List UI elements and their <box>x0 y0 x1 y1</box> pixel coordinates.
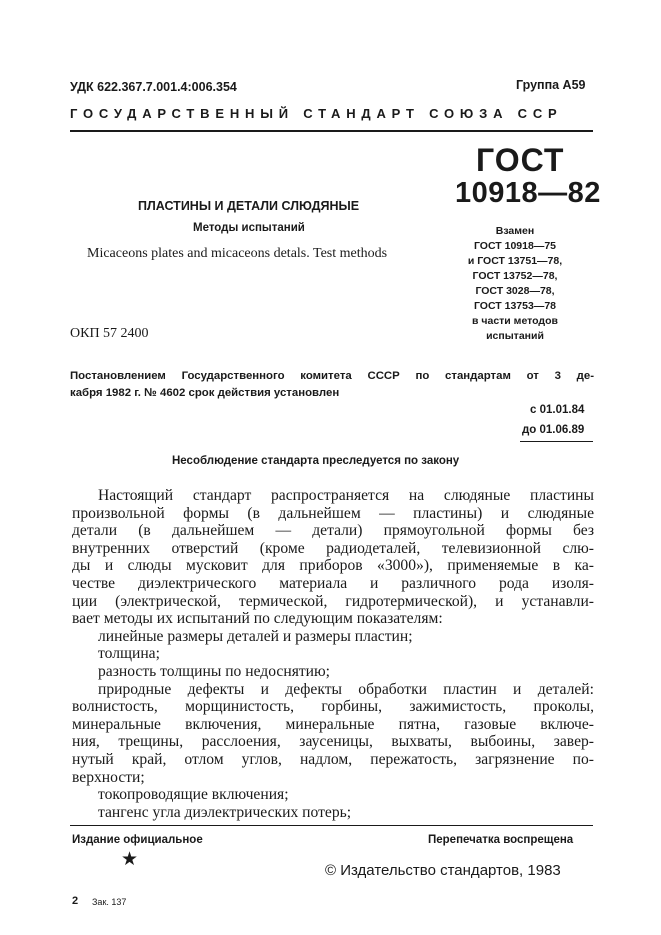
body-text <box>72 487 594 821</box>
document-title: ПЛАСТИНЫ И ДЕТАЛИ СЛЮДЯНЫЕ <box>138 199 360 213</box>
body-line: разность толщины по недоснятию; <box>98 662 331 680</box>
body-line: нутый край, отлом углов, надлом, пережатость, загрязнение по- <box>72 750 594 768</box>
body-line: вает методы их испытаний по следующим показателям: <box>72 610 443 628</box>
body-line: толщина; <box>98 645 160 663</box>
okp-code: ОКП 57 2400 <box>70 326 149 341</box>
official-edition: Издание официальное <box>72 834 203 846</box>
body-line: природные дефекты и дефекты обработки пластин и деталей: <box>98 680 594 698</box>
bottom-divider <box>70 825 593 826</box>
english-title: Micaceons plates and micaceons detals. Test methods <box>87 246 388 261</box>
body-line: линейные размеры деталей и размеры пластин; <box>98 627 413 645</box>
decree-line: Постановлением Государственного комитета СССР по стандартам от 3 де- <box>70 370 594 382</box>
body-line: ния, трещины, расслоения, заусеницы, выхваты, выбоины, завер- <box>72 733 594 751</box>
state-standard-heading: ГОСУДАРСТВЕННЫЙ СТАНДАРТ СОЮЗА ССР <box>70 106 563 121</box>
group-code: Группа А59 <box>516 78 586 92</box>
replaces-line: ГОСТ 13753—78 <box>473 300 556 312</box>
gost-label: ГОСТ <box>476 142 565 178</box>
body-line: минеральные включения, минеральные пятна, газовые включе- <box>72 715 594 733</box>
decree-line: кабря 1982 г. № 4602 срок действия установлен <box>70 387 340 399</box>
replaces-line: Взамен <box>495 225 535 237</box>
body-line: тангенс угла диэлектрических потерь; <box>98 803 352 821</box>
decree-paragraph <box>70 368 594 402</box>
publisher-copyright: © Издательство стандартов, 1983 <box>325 862 561 879</box>
body-line: внутренних отверстий (кроме радиодеталей, телевизионной слю- <box>72 539 594 557</box>
body-line: волнистость, морщинистость, горбины, зажимистость, проколы, <box>72 698 594 716</box>
body-line: Настоящий стандарт распространяется на слюдяные пластины <box>98 487 594 504</box>
page-number: 2 <box>72 895 79 907</box>
reprint-prohibited: Перепечатка воспрещена <box>428 834 574 846</box>
replaces-line: и ГОСТ 13751—78, <box>467 255 563 267</box>
body-line: детали (в дальнейшем — детали) прямоугольной формы без <box>72 522 594 540</box>
replaces-line: ГОСТ 13752—78, <box>472 270 558 282</box>
valid-to-underline <box>520 441 593 442</box>
legal-warning: Несоблюдение стандарта преследуется по закону <box>172 455 460 467</box>
body-line: ды и слюды мусковит для приборов «3000»), применяемые в ка- <box>72 557 594 575</box>
body-line: ции (электрической, термической, гидротермической), и устанавли- <box>72 592 594 610</box>
body-line: верхности; <box>72 768 145 786</box>
replaces-line: в части методов <box>472 315 558 327</box>
replaces-block <box>450 224 580 344</box>
top-divider <box>70 130 593 132</box>
replaces-line: испытаний <box>486 330 544 342</box>
replaces-line: ГОСТ 10918—75 <box>473 240 556 252</box>
order-number: Зак. 137 <box>92 897 127 907</box>
valid-from-date: с 01.01.84 <box>530 404 585 416</box>
gost-number: 10918—82 <box>455 177 601 209</box>
document-subtitle: Методы испытаний <box>193 222 305 234</box>
replaces-line: ГОСТ 3028—78, <box>475 285 555 297</box>
star-icon: ★ <box>121 849 139 870</box>
body-line: произвольной формы (в дальнейшем — пластины) и слюдяные <box>72 504 594 522</box>
udk-code: УДК 622.367.7.001.4:006.354 <box>70 80 237 94</box>
valid-to-date: до 01.06.89 <box>522 424 585 436</box>
body-line: токопроводящие включения; <box>98 786 289 804</box>
body-line: честве диэлектрического материала и различного рода изоля- <box>72 574 594 592</box>
